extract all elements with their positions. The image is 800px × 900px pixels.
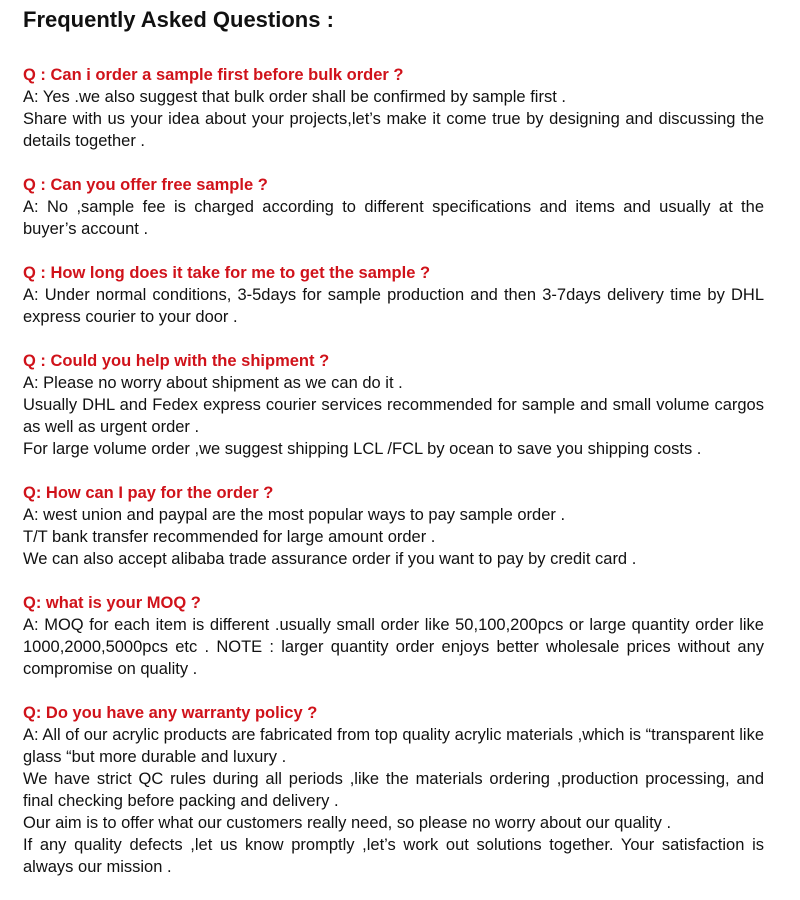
- faq-question: Q : How long does it take for me to get the sample ?: [23, 264, 431, 282]
- faq-answer-line: Usually DHL and Fedex express courier services recommended for sample and small volume cargos as well as urgent order .: [23, 396, 764, 436]
- faq-answer-line: Our aim is to offer what our customers really need, so please no worry about our quality .: [23, 814, 672, 832]
- page-title: Frequently Asked Questions :: [23, 7, 334, 32]
- faq-answer-line: A: MOQ for each item is different .usually small order like 50,100,200pcs or large quantity order like 1000,2000,5000pcs etc . NOTE : larger quantity order enjoys better wholesale prices without any compromise on quality .: [23, 616, 764, 678]
- faq-item: [23, 64, 764, 152]
- faq-question: Q : Could you help with the shipment ?: [23, 352, 330, 370]
- faq-answer-line: A: west union and paypal are the most popular ways to pay sample order .: [23, 506, 566, 524]
- faq-answer-line: A: All of our acrylic products are fabricated from top quality acrylic materials ,which is “transparent like glass “but more durable and luxury .: [23, 726, 764, 766]
- faq-answer-line: Share with us your idea about your projects,let’s make it come true by designing and discussing the details together .: [23, 110, 764, 150]
- faq-item: [23, 262, 764, 328]
- faq-item: [23, 592, 764, 680]
- faq-answer-line: A: No ,sample fee is charged according to different specifications and items and usually at the buyer’s account .: [23, 198, 764, 238]
- faq-question: Q: How can I pay for the order ?: [23, 484, 274, 502]
- faq-question: Q : Can you offer free sample ?: [23, 176, 268, 194]
- faq-answer-line: A: Please no worry about shipment as we can do it .: [23, 374, 403, 392]
- faq-item: [23, 702, 764, 878]
- faq-answer-line: T/T bank transfer recommended for large amount order .: [23, 528, 436, 546]
- faq-answer-line: A: Under normal conditions, 3-5days for sample production and then 3-7days delivery time by DHL express courier to your door .: [23, 286, 764, 326]
- faq-answer-line: A: Yes .we also suggest that bulk order shall be confirmed by sample first .: [23, 88, 566, 106]
- faq-item: [23, 174, 764, 240]
- faq-list: [23, 64, 764, 900]
- faq-question: Q: what is your MOQ ?: [23, 594, 201, 612]
- faq-question: Q: Do you have any warranty policy ?: [23, 704, 318, 722]
- faq-answer-line: We have strict QC rules during all periods ,like the materials ordering ,production processing, and final checking before packing and delivery .: [23, 770, 764, 810]
- faq-answer-line: For large volume order ,we suggest shipping LCL /FCL by ocean to save you shipping costs .: [23, 440, 702, 458]
- faq-item: [23, 350, 764, 460]
- faq-answer-line: If any quality defects ,let us know promptly ,let’s work out solutions together. Your satisfaction is always our mission .: [23, 836, 764, 876]
- faq-answer-line: We can also accept alibaba trade assurance order if you want to pay by credit card .: [23, 550, 637, 568]
- faq-item: [23, 482, 764, 570]
- faq-question: Q : Can i order a sample first before bulk order ?: [23, 66, 404, 84]
